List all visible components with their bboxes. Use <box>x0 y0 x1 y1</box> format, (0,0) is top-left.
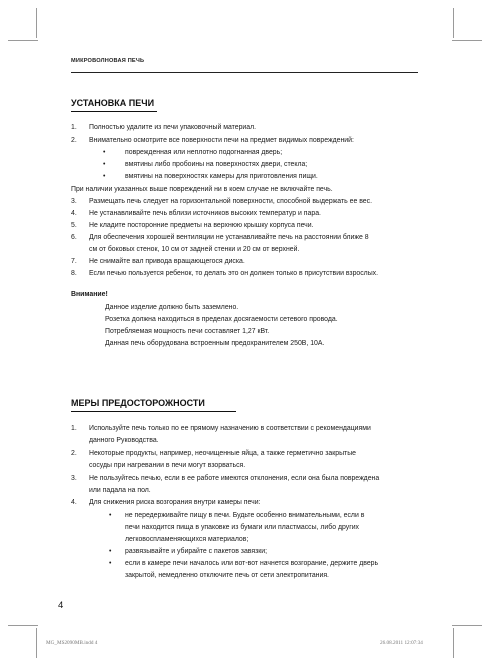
list-item: Не снимайте вал привода вращающегося диска. <box>89 258 245 265</box>
crop-mark <box>453 8 454 38</box>
slug-filename: MG_MS2090MB.indd 4 <box>46 640 98 646</box>
bullet-icon: • <box>109 548 112 555</box>
item-number: 4. <box>71 499 77 506</box>
bullet-item: не передерживайте пищу в печи. Будьте особенно внимательными, если в <box>125 512 365 519</box>
list-item: Не устанавливайте печь вблизи источников высоких температур и пара. <box>89 210 321 217</box>
section-title-install: УСТАНОВКА ПЕЧИ <box>71 98 155 108</box>
list-item: Если печью пользуется ребенок, то делать это он должен только в присутствии взрослых. <box>89 270 379 277</box>
crop-mark <box>452 40 482 41</box>
item-number: 7. <box>71 258 77 265</box>
list-item: Для снижения риска возгорания внутри камеры печи: <box>89 499 261 506</box>
crop-mark <box>8 625 38 626</box>
list-item-continued: сосуды при нагревании в печи могут взорваться. <box>89 462 246 469</box>
item-number: 4. <box>71 210 77 217</box>
crop-mark <box>453 628 454 658</box>
bullet-item-continued: закрытой, немедленно отключите печь от сети электропитания. <box>125 572 329 579</box>
section-title-safety: МЕРЫ ПРЕДОСТОРОЖНОСТИ <box>71 398 205 408</box>
section-rule <box>71 411 236 412</box>
item-number: 8. <box>71 270 77 277</box>
note-text: При наличии указанных выше повреждений ни в коем случае не включайте печь. <box>71 186 333 193</box>
running-head: МИКРОВОЛНОВАЯ ПЕЧЬ <box>71 58 145 64</box>
slug-date: 26.08.2011 12:07:34 <box>380 640 423 646</box>
bullet-item: если в камере печи началось или вот-вот начнется возгорание, держите дверь <box>125 560 379 567</box>
bullet-item: вмятины либо пробоины на поверхностях двери, стекла; <box>125 161 308 168</box>
list-item: Размещать печь следует на горизонтальной поверхности, способной выдержать ее вес. <box>89 198 372 205</box>
warning-line: Данная печь оборудована встроенным предохранителем 250В, 10А. <box>105 340 325 347</box>
bullet-icon: • <box>103 161 106 168</box>
list-item-continued: или падала на пол. <box>89 487 151 494</box>
item-number: 1. <box>71 124 77 131</box>
page-number: 4 <box>58 600 64 611</box>
crop-mark <box>36 628 37 658</box>
header-rule <box>71 72 418 73</box>
bullet-icon: • <box>103 149 106 156</box>
item-number: 5. <box>71 222 77 229</box>
warning-title: Внимание! <box>71 291 108 298</box>
crop-mark <box>452 625 482 626</box>
list-item: Не пользуйтесь печью, если в ее работе имеются отклонения, если она была повреждена <box>89 475 380 482</box>
bullet-icon: • <box>109 512 112 519</box>
list-item-continued: см от боковых стенок, 10 см от задней стенки и 20 см от верхней. <box>89 246 300 253</box>
section-rule <box>71 111 157 112</box>
warning-line: Данное изделие должно быть заземлено. <box>105 304 239 311</box>
warning-line: Потребляемая мощность печи составляет 1,27 кВт. <box>105 328 270 335</box>
item-number: 3. <box>71 198 77 205</box>
item-number: 3. <box>71 475 77 482</box>
bullet-item: вмятины на поверхностях камеры для приготовления пищи. <box>125 173 318 180</box>
bullet-item-continued: печи находится пища в упаковке из бумаги или пластмассы, либо других <box>125 524 360 531</box>
list-item: Внимательно осмотрите все поверхности печи на предмет видимых повреждений: <box>89 137 354 144</box>
bullet-icon: • <box>103 173 106 180</box>
item-number: 2. <box>71 137 77 144</box>
list-item: Используйте печь только по ее прямому назначению в соответствии с рекомендациями <box>89 425 371 432</box>
warning-line: Розетка должна находиться в пределах досягаемости сетевого провода. <box>105 316 338 323</box>
item-number: 6. <box>71 234 77 241</box>
bullet-item: развязывайте и убирайте с пакетов завязки; <box>125 548 268 555</box>
bullet-icon: • <box>109 560 112 567</box>
crop-mark <box>8 40 38 41</box>
bullet-item-continued: легковоспламеняющихся материалов; <box>125 536 249 543</box>
list-item: Некоторые продукты, например, неочищенные яйца, а также герметично закрытые <box>89 450 356 457</box>
list-item: Полностью удалите из печи упаковочный материал. <box>89 124 257 131</box>
list-item: Не кладите посторонние предметы на верхнюю крышку корпуса печи. <box>89 222 314 229</box>
item-number: 1. <box>71 425 77 432</box>
item-number: 2. <box>71 450 77 457</box>
list-item-continued: данного Руководства. <box>89 437 159 444</box>
list-item: Для обеспечения хорошей вентиляции не устанавливайте печь на расстоянии ближе 8 <box>89 234 369 241</box>
crop-mark <box>36 8 37 38</box>
bullet-item: поврежденная или неплотно подогнанная дверь; <box>125 149 283 156</box>
